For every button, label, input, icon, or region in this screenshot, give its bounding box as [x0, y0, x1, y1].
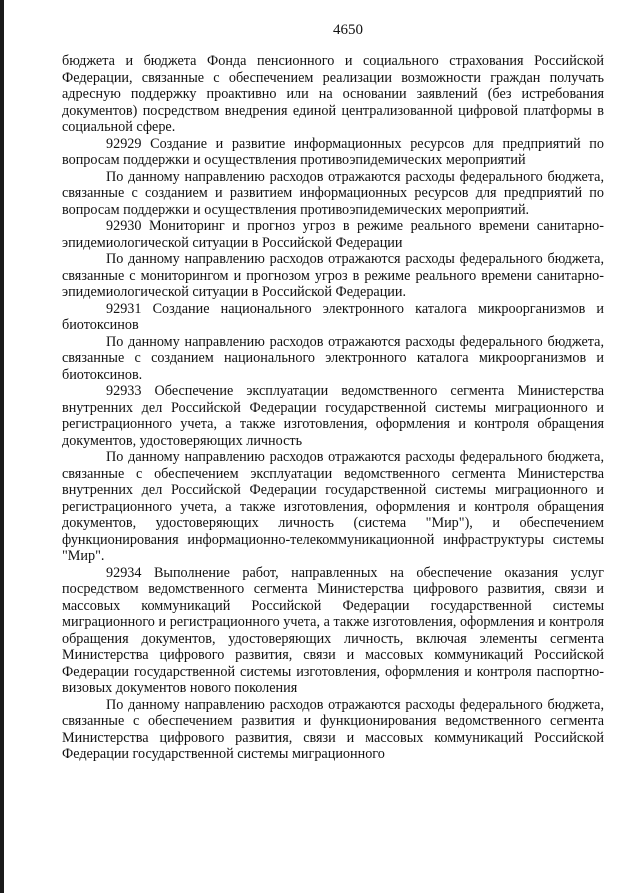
expense-code-heading: 92933 Обеспечение эксплуатации ведомственного сегмента Министерства внутренних дел Российской Федерации государственной системы миграционного и регистрационного учета, а также изготовления, оформления и контроля обращения документов, удостоверяющих личность [62, 383, 604, 449]
document-body [62, 53, 604, 763]
scan-edge [0, 0, 4, 893]
paragraph: По данному направлению расходов отражаются расходы федерального бюджета, связанные с мониторингом и прогнозом угроз в режиме реального времени санитарно-эпидемиологической ситуации в Российской Федерации. [62, 251, 604, 300]
paragraph: бюджета и бюджета Фонда пенсионного и социального страхования Российской Федерации, связанные с обеспечением реализации возможности граждан получать адресную поддержку проактивно или на основании заявлений (без истребования документов) посредством внедрения единой централизованной цифровой платформы в социальной сфере. [62, 53, 604, 135]
page-number: 4650 [333, 22, 363, 38]
paragraph: По данному направлению расходов отражаются расходы федерального бюджета, связанные с обеспечением развития и функционирования ведомственного сегмента Министерства цифрового развития, связи и массовых коммуникаций Российской Федерации государственной системы миграционного [62, 696, 604, 762]
expense-code-heading: 92934 Выполнение работ, направленных на обеспечение оказания услуг посредством ведомственного сегмента Министерства цифрового развития, связи и массовых коммуникаций Российской Федерации государственной системы миграционного и регистрационного учета, а также изготовления, оформления и контроля обращения документов, удостоверяющих личность, включая элементы сегмента Министерства цифрового развития, связи и массовых коммуникаций Российской Федерации государственной системы изготовления, оформления и контроля паспортно-визовых документов нового поколения [62, 564, 604, 696]
paragraph: По данному направлению расходов отражаются расходы федерального бюджета, связанные с созданием национального электронного каталога микроорганизмов и биотоксинов. [62, 333, 604, 383]
expense-code-heading: 92931 Создание национального электронного каталога микроорганизмов и биотоксинов [62, 300, 604, 333]
expense-code-heading: 92929 Создание и развитие информационных ресурсов для предприятий по вопросам поддержки и осуществления противоэпидемических мероприятий [62, 135, 604, 168]
expense-code-heading: 92930 Мониторинг и прогноз угроз в режиме реального времени санитарно-эпидемиологической ситуации в Российской Федерации [62, 218, 604, 251]
paragraph: По данному направлению расходов отражаются расходы федерального бюджета, связанные с созданием и развитием информационных ресурсов для предприятий по вопросам поддержки и осуществления противоэпидемических мероприятий. [62, 168, 604, 218]
paragraph: По данному направлению расходов отражаются расходы федерального бюджета, связанные с обеспечением эксплуатации ведомственного сегмента Министерства внутренних дел Российской Федерации государственной системы миграционного и регистрационного учета, а также изготовления, оформления и контроля обращения документов, удостоверяющих личность (система "Мир"), и обеспечением функционирования информационно-телекоммуникационной инфраструктуры системы "Мир". [62, 449, 604, 564]
